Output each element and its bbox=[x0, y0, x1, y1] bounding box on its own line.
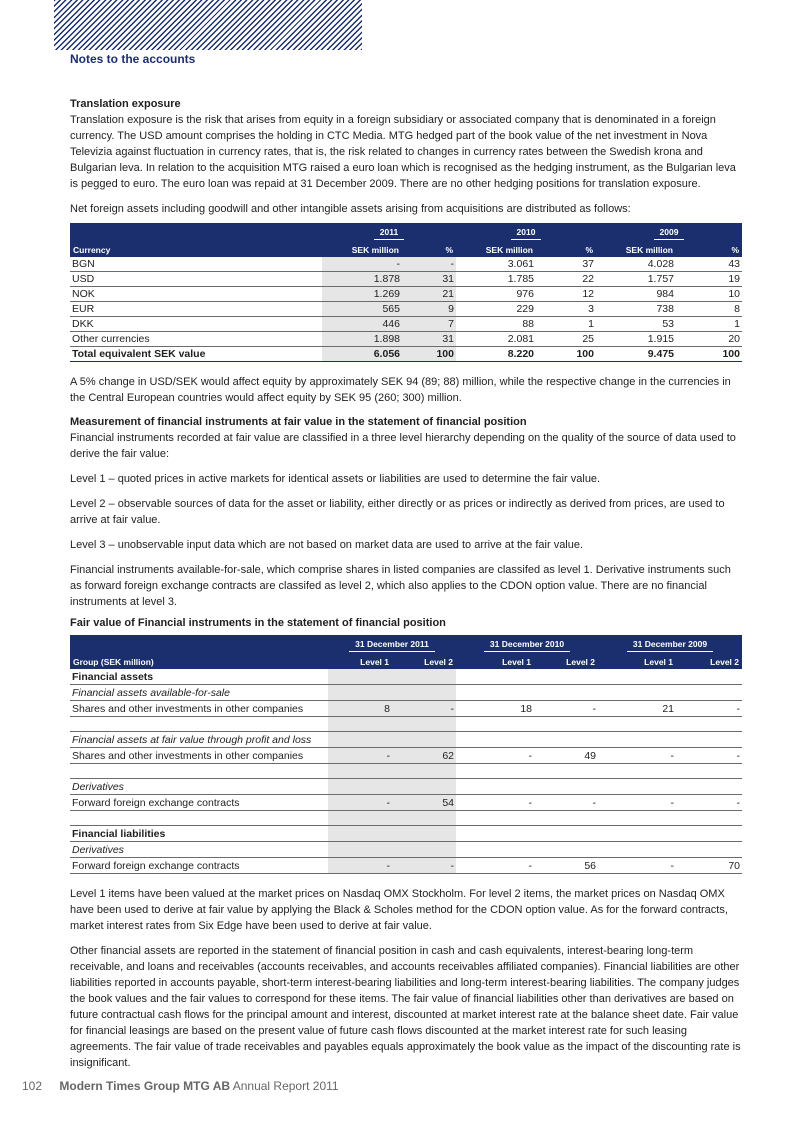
table-row bbox=[70, 701, 742, 717]
page-number: 102 bbox=[22, 1079, 43, 1093]
row-label: Shares and other investments in other companies bbox=[70, 701, 328, 717]
cell: - bbox=[534, 701, 598, 717]
total-row bbox=[70, 347, 742, 362]
cell: - bbox=[456, 795, 534, 811]
currency-year-header bbox=[70, 223, 742, 243]
cell: 1 bbox=[676, 317, 742, 332]
cell: 984 bbox=[596, 287, 676, 302]
cell: 738 bbox=[596, 302, 676, 317]
cell: 8 bbox=[328, 701, 392, 717]
closing-paragraph-2: Other financial assets are reported in the statement of financial position in cash and cash equivalents, interest-bearing long-term receivable, and loans and receivables (accounts receivables, and accounts receivables affiliated companies). Financial liabilities are other liabilities reported in accounts payable, short-term interest-bearing liabilities and long-term interest-bearing liabilities. The company judges the book values and the fair values to correspond for these items. The fair value of financial liabilities other than derivatives are based on future contractual cash flows for the principal amount and interest, discounted at market interest rate at the balance sheet date. Fair value for financial leasings are based on the present value of future cash flows discounted at the market interest rate for such leasing agreements. The fair value of trade receivables and payables equals approximately the book value as the impact of the discounting rate is insignificant. bbox=[70, 945, 741, 1069]
spacer-row bbox=[70, 764, 742, 779]
row-label: EUR bbox=[70, 302, 322, 317]
cell: - bbox=[402, 257, 456, 272]
fair-value-table bbox=[70, 635, 742, 874]
cell: 20 bbox=[676, 332, 742, 347]
cell: 54 bbox=[392, 795, 456, 811]
afs-label-row bbox=[70, 685, 742, 701]
row-label: Forward foreign exchange contracts bbox=[70, 795, 328, 811]
cell: 446 bbox=[322, 317, 402, 332]
cell: - bbox=[676, 748, 742, 764]
year-2011: 2011 bbox=[374, 227, 404, 240]
cell: 19 bbox=[676, 272, 742, 287]
closing-paragraph-1: Level 1 items have been valued at the market prices on Nasdaq OMX Stockholm. For level 2 items, the market prices on Nasdaq OMX have been used to derive at fair value by applying the Black & Scholes method for the CDON option value. As for the forward contracts, market interest rates from Six Edge have been used to derive at fair value. bbox=[70, 888, 728, 932]
cell: 18 bbox=[456, 701, 534, 717]
row-label: DKK bbox=[70, 317, 322, 332]
cell: 9 bbox=[402, 302, 456, 317]
cell: 7 bbox=[402, 317, 456, 332]
cell: 229 bbox=[456, 302, 536, 317]
cell: 1.915 bbox=[596, 332, 676, 347]
page-content bbox=[70, 97, 742, 1080]
row-label: Financial assets at fair value through profit and loss bbox=[70, 732, 328, 748]
cell: 565 bbox=[322, 302, 402, 317]
cell: 2.081 bbox=[456, 332, 536, 347]
date-2010: 31 December 2010 bbox=[484, 639, 570, 652]
cell: 10 bbox=[676, 287, 742, 302]
cell: 976 bbox=[456, 287, 536, 302]
col-level1: Level 1 bbox=[644, 657, 673, 667]
spacer-row bbox=[70, 811, 742, 826]
cell: 56 bbox=[534, 858, 598, 874]
col-pct: % bbox=[731, 245, 739, 255]
cell: 25 bbox=[536, 332, 596, 347]
col-pct: % bbox=[585, 245, 593, 255]
sensitivity-text: A 5% change in USD/SEK would affect equity by approximately SEK 94 (89; 88) million, while the respective change in the currencies in the Central European countries would affect equity by SEK 95 (260; 300) million. bbox=[70, 376, 731, 404]
cell: 3.061 bbox=[456, 257, 536, 272]
cell: - bbox=[328, 858, 392, 874]
measurement-heading: Measurement of financial instruments at fair value in the statement of financial position bbox=[70, 416, 527, 428]
afs-text: Financial instruments available-for-sale, which comprise shares in listed companies are classifed as level 1. Derivative instruments such as forward foreign exchange contracts are classifed as level 2, which also applies to the CDON option value. There are no financial instruments at level 3. bbox=[70, 564, 731, 608]
row-label: Total equivalent SEK value bbox=[70, 347, 322, 362]
col-group: Group (SEK million) bbox=[73, 657, 154, 667]
cell: - bbox=[676, 701, 742, 717]
header-hatch-decoration bbox=[54, 0, 362, 50]
currency-intro: Net foreign assets including goodwill and other intangible assets arising from acquisitions are distributed as follows: bbox=[70, 203, 631, 215]
cell: - bbox=[598, 858, 676, 874]
cell: 100 bbox=[676, 347, 742, 362]
date-2009: 31 December 2009 bbox=[627, 639, 713, 652]
level1-text: Level 1 – quoted prices in active markets for identical assets or liabilities are used to determine the fair value. bbox=[70, 473, 601, 485]
col-sek: SEK million bbox=[485, 245, 533, 255]
table-row bbox=[70, 795, 742, 811]
table-row bbox=[70, 272, 742, 287]
cell: 53 bbox=[596, 317, 676, 332]
cell: 4.028 bbox=[596, 257, 676, 272]
row-label: Other currencies bbox=[70, 332, 322, 347]
cell: 49 bbox=[534, 748, 598, 764]
report-name: Annual Report 2011 bbox=[232, 1079, 339, 1093]
table-row bbox=[70, 257, 742, 272]
year-2010: 2010 bbox=[511, 227, 542, 240]
fvpl-label-row bbox=[70, 732, 742, 748]
section-title: Notes to the accounts bbox=[70, 52, 196, 66]
cell: 1.878 bbox=[322, 272, 402, 287]
cell: 9.475 bbox=[596, 347, 676, 362]
cell: - bbox=[392, 701, 456, 717]
cell: 8.220 bbox=[456, 347, 536, 362]
col-level1: Level 1 bbox=[502, 657, 531, 667]
table-row bbox=[70, 858, 742, 874]
row-label: Derivatives bbox=[70, 842, 328, 858]
cell: 100 bbox=[402, 347, 456, 362]
cell: - bbox=[322, 257, 402, 272]
col-level2: Level 2 bbox=[424, 657, 453, 667]
financial-assets-row bbox=[70, 669, 742, 685]
cell: 70 bbox=[676, 858, 742, 874]
row-label: NOK bbox=[70, 287, 322, 302]
cell: 22 bbox=[536, 272, 596, 287]
row-label: Financial assets available-for-sale bbox=[70, 685, 328, 701]
cell: 100 bbox=[536, 347, 596, 362]
table-row bbox=[70, 332, 742, 347]
row-label: USD bbox=[70, 272, 322, 287]
table-row bbox=[70, 748, 742, 764]
col-sek: SEK million bbox=[351, 245, 399, 255]
fv-date-header bbox=[70, 635, 742, 655]
cell: 21 bbox=[598, 701, 676, 717]
cell: 1 bbox=[536, 317, 596, 332]
cell: 31 bbox=[402, 332, 456, 347]
cell: 8 bbox=[676, 302, 742, 317]
fv-column-header bbox=[70, 655, 742, 669]
currency-column-header bbox=[70, 243, 742, 257]
cell: - bbox=[534, 795, 598, 811]
row-label: Financial liabilities bbox=[70, 826, 328, 842]
cell: 62 bbox=[392, 748, 456, 764]
row-label: Shares and other investments in other companies bbox=[70, 748, 328, 764]
cell: 88 bbox=[456, 317, 536, 332]
cell: - bbox=[328, 795, 392, 811]
col-level1: Level 1 bbox=[360, 657, 389, 667]
cell: 31 bbox=[402, 272, 456, 287]
cell: - bbox=[598, 748, 676, 764]
company-name: Modern Times Group MTG AB bbox=[59, 1079, 231, 1093]
row-label: BGN bbox=[70, 257, 322, 272]
liab-derivatives-label-row bbox=[70, 842, 742, 858]
page-footer bbox=[22, 1079, 339, 1093]
spacer-row bbox=[70, 717, 742, 732]
row-label: Financial assets bbox=[70, 669, 328, 685]
financial-liabilities-row bbox=[70, 826, 742, 842]
translation-body: Translation exposure is the risk that arises from equity in a foreign subsidiary or associated company that is denominated in a foreign currency. The USD amount comprises the holding in CTC Media. MTG hedged part of the book value of the net investment in Nova Televizia against fluctuation in currency rates, that is, the risk related to changes in currency rates between the Swedish krona and Bulgarian leva. In relation to the acquisition MTG raised a euro loan which is recognised as the hedging instrument, as the Bulgarian leva is pegged to euro. The euro loan was repaid at 31 December 2009. There are no other hedging positions for translation exposure. bbox=[70, 114, 736, 190]
cell: - bbox=[676, 795, 742, 811]
year-2009: 2009 bbox=[654, 227, 685, 240]
currency-table bbox=[70, 223, 742, 362]
table-row bbox=[70, 302, 742, 317]
cell: 1.898 bbox=[322, 332, 402, 347]
date-2011: 31 December 2011 bbox=[349, 639, 435, 652]
cell: - bbox=[456, 858, 534, 874]
translation-heading: Translation exposure bbox=[70, 98, 181, 110]
row-label: Derivatives bbox=[70, 779, 328, 795]
cell: - bbox=[456, 748, 534, 764]
cell: 43 bbox=[676, 257, 742, 272]
table-row bbox=[70, 317, 742, 332]
cell: - bbox=[598, 795, 676, 811]
col-currency: Currency bbox=[73, 245, 111, 255]
col-level2: Level 2 bbox=[566, 657, 595, 667]
col-level2: Level 2 bbox=[710, 657, 739, 667]
table-row bbox=[70, 287, 742, 302]
col-pct: % bbox=[445, 245, 453, 255]
level2-text: Level 2 – observable sources of data for the asset or liability, either directly or as prices or indirectly as derived from prices, are used to arrive at fair value. bbox=[70, 498, 725, 526]
cell: 12 bbox=[536, 287, 596, 302]
cell: 6.056 bbox=[322, 347, 402, 362]
cell: 1.785 bbox=[456, 272, 536, 287]
cell: 3 bbox=[536, 302, 596, 317]
fair-value-heading: Fair value of Financial instruments in the statement of financial position bbox=[70, 617, 446, 629]
cell: 37 bbox=[536, 257, 596, 272]
cell: 21 bbox=[402, 287, 456, 302]
cell: - bbox=[392, 858, 456, 874]
level3-text: Level 3 – unobservable input data which are not based on market data are used to arrive at the fair value. bbox=[70, 539, 584, 551]
row-label: Forward foreign exchange contracts bbox=[70, 858, 328, 874]
col-sek: SEK million bbox=[625, 245, 673, 255]
cell: - bbox=[328, 748, 392, 764]
cell: 1.269 bbox=[322, 287, 402, 302]
measurement-body: Financial instruments recorded at fair value are classified in a three level hierarchy depending on the quality of the source of data used to derive the fair value: bbox=[70, 432, 736, 460]
derivatives-label-row bbox=[70, 779, 742, 795]
cell: 1.757 bbox=[596, 272, 676, 287]
